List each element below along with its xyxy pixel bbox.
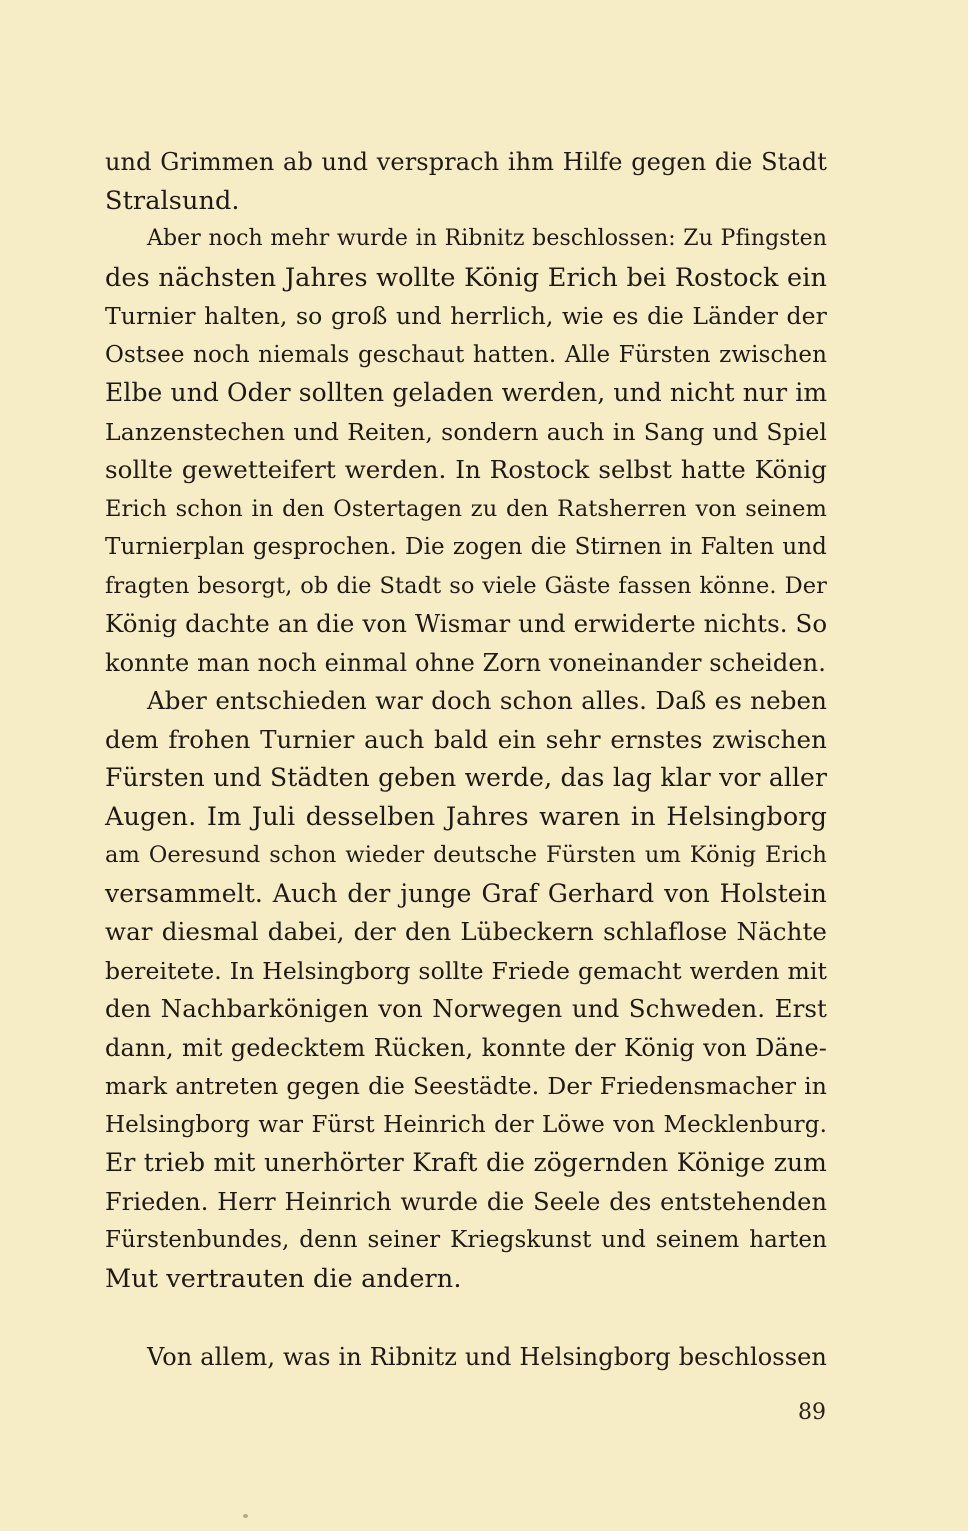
text-line: Frieden. Herr Heinrich wurde die Seele des entstehenden: [105, 1187, 827, 1216]
text-line: war diesmal dabei, der den Lübeckern schlaflose Nächte: [105, 917, 827, 946]
text-line: dem frohen Turnier auch bald ein sehr ernstes zwischen: [105, 724, 827, 754]
text-line: Turnier halten, so groß und herrlich, wie es die Länder der: [105, 302, 827, 330]
text-line: Helsingborg war Fürst Heinrich der Löwe von Mecklenburg.: [105, 1111, 827, 1138]
body-text: [105, 143, 827, 1377]
text-line: versammelt. Auch der junge Graf Gerhard von Holstein: [105, 878, 827, 908]
text-line: den Nachbarkönigen von Norwegen und Schweden. Erst: [105, 994, 827, 1023]
text-line: Elbe und Oder sollten geladen werden, und nicht nur im: [105, 378, 828, 407]
text-line: fragten besorgt, ob die Stadt so viele Gäste fassen könne. Der: [105, 572, 827, 599]
text-line: Mut vertrauten die andern.: [105, 1263, 462, 1294]
text-line: Er trieb mit unerhörter Kraft die zögernden Könige zum: [105, 1148, 827, 1177]
page-number: 89: [798, 1400, 826, 1425]
text-line: Aber noch mehr wurde in Ribnitz beschlossen: Zu Pfingsten: [147, 226, 827, 251]
text-line: bereitete. In Helsingborg sollte Friede gemacht werden mit: [105, 956, 827, 985]
text-line: am Oeresund schon wieder deutsche Fürsten um König Erich: [105, 842, 827, 868]
text-line: Turnierplan gesprochen. Die zogen die Stirnen in Falten und: [105, 534, 827, 560]
text-line: König dachte an die von Wismar und erwiderte nichts. So: [105, 609, 828, 638]
text-line: Erich schon in den Ostertagen zu den Ratsherren von seinem: [105, 495, 827, 522]
text-line: Augen. Im Juli desselben Jahres waren in Helsingborg: [105, 801, 827, 832]
paper-speck: [243, 1514, 248, 1518]
text-line: mark antreten gegen die Seestädte. Der Friedensmacher in: [105, 1072, 827, 1100]
text-line: konnte man noch einmal ohne Zorn voneinander scheiden.: [105, 648, 826, 677]
text-line: Lanzenstechen und Reiten, sondern auch in Sang und Spiel: [105, 417, 827, 446]
text-line: dann, mit gedecktem Rücken, konnte der König von Däne-: [105, 1033, 827, 1062]
text-line: und Grimmen ab und versprach ihm Hilfe gegen die Stadt: [105, 148, 827, 176]
text-line: des nächsten Jahres wollte König Erich bei Rostock ein: [105, 262, 827, 293]
text-line: Von allem, was in Ribnitz und Helsingborg beschlossen: [147, 1343, 827, 1371]
text-line: Stralsund.: [105, 185, 240, 216]
text-line: Fürsten und Städten geben werde, das lag klar vor aller: [105, 763, 827, 792]
text-line: Fürstenbundes, denn seiner Kriegskunst und seinem harten: [105, 1227, 827, 1253]
text-line: Ostsee noch niemals geschaut hatten. Alle Fürsten zwischen: [105, 341, 827, 368]
text-line: sollte gewetteifert werden. In Rostock selbst hatte König: [105, 455, 827, 484]
text-line: Aber entschieden war doch schon alles. Daß es neben: [147, 686, 827, 715]
